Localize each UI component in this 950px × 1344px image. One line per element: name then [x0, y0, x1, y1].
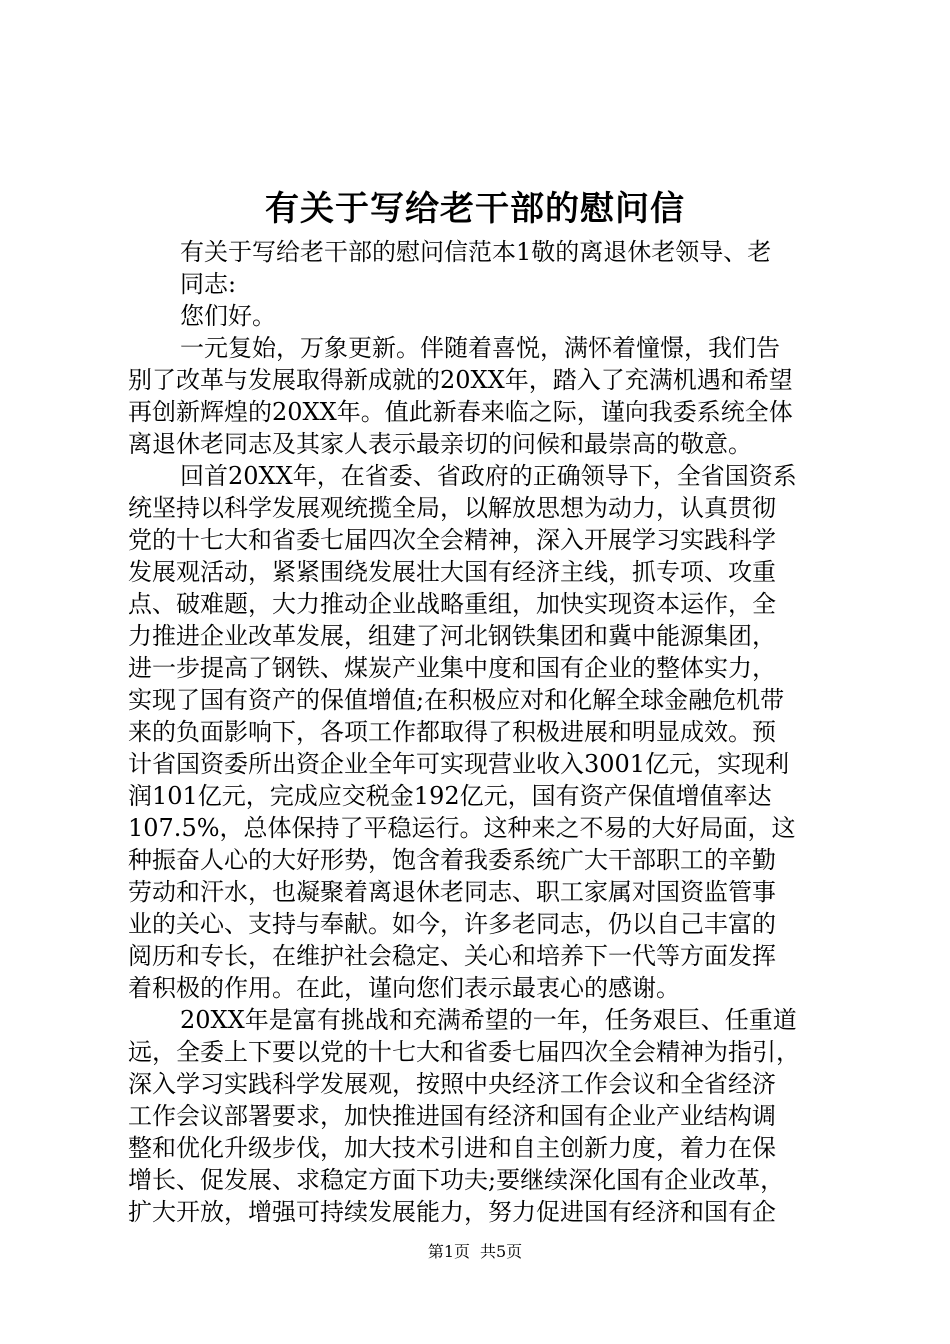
text-line: 阅历和专长，在维护社会稳定、关心和培养下一代等方面发挥 — [128, 942, 776, 970]
text-line: 劳动和汗水，也凝聚着离退休老同志、职工家属对国资监管事 — [128, 878, 776, 906]
text-line: 进一步提高了钢铁、煤炭产业集中度和国有企业的整体实力， — [128, 654, 776, 682]
text-line: 深入学习实践科学发展观，按照中央经济工作会议和全省经济 — [128, 1070, 776, 1098]
text-line: 发展观活动，紧紧围绕发展壮大国有经济主线，抓专项、攻重 — [128, 558, 776, 586]
text-line: 业的关心、支持与奉献。如今，许多老同志，仍以自己丰富的 — [128, 910, 776, 938]
text-line: 远，全委上下要以党的十七大和省委七届四次全会精神为指引， — [128, 1038, 800, 1066]
text-line: 离退休老同志及其家人表示最亲切的问候和最崇高的敬意。 — [128, 430, 752, 458]
document-body — [128, 236, 828, 1228]
text-line: 力推进企业改革发展，组建了河北钢铁集团和冀中能源集团， — [128, 622, 776, 650]
text-line: 20XX年是富有挑战和充满希望的一年，任务艰巨、任重道 — [180, 1006, 797, 1034]
text-line: 有关于写给老干部的慰问信范本1敬的离退休老领导、老 — [180, 238, 772, 266]
text-line: 点、破难题，大力推动企业战略重组，加快实现资本运作，全 — [128, 590, 776, 618]
text-line: 实现了国有资产的保值增值;在积极应对和化解全球金融危机带 — [128, 686, 785, 714]
text-line: 一元复始，万象更新。伴随着喜悦，满怀着憧憬，我们告 — [180, 334, 780, 362]
text-line: 统坚持以科学发展观统揽全局，以解放思想为动力，认真贯彻 — [128, 494, 776, 522]
text-line: 别了改革与发展取得新成就的20XX年，踏入了充满机遇和希望 — [128, 366, 793, 394]
text-line: 整和优化升级步伐，加大技术引进和自主创新力度，着力在保 — [128, 1134, 776, 1162]
text-line: 增长、促发展、求稳定方面下功夫;要继续深化国有企业改革， — [128, 1166, 785, 1194]
text-line: 种振奋人心的大好形势，饱含着我委系统广大干部职工的辛勤 — [128, 846, 776, 874]
text-line: 再创新辉煌的20XX年。值此新春来临之际，谨向我委系统全体 — [128, 398, 793, 426]
text-line: 107.5%，总体保持了平稳运行。这种来之不易的大好局面，这 — [128, 814, 796, 842]
text-line: 扩大开放，增强可持续发展能力，努力促进国有经济和国有企 — [128, 1198, 776, 1226]
text-line: 回首20XX年，在省委、省政府的正确领导下，全省国资系 — [180, 462, 797, 490]
page-total: 共5页 — [480, 1242, 523, 1261]
text-line: 着积极的作用。在此，谨向您们表示最衷心的感谢。 — [128, 974, 680, 1002]
text-line: 党的十七大和省委七届四次全会精神，深入开展学习实践科学 — [128, 526, 776, 554]
text-line: 工作会议部署要求，加快推进国有经济和国有企业产业结构调 — [128, 1102, 776, 1130]
text-line: 润101亿元，完成应交税金192亿元，国有资产保值增值率达 — [128, 782, 772, 810]
page-footer — [0, 1240, 950, 1264]
document-title: 有关于写给老干部的慰问信 — [265, 189, 685, 229]
text-line: 来的负面影响下，各项工作都取得了积极进展和明显成效。预 — [128, 718, 776, 746]
text-line: 计省国资委所出资企业全年可实现营业收入3001亿元，实现利 — [128, 750, 790, 778]
text-line: 您们好。 — [180, 302, 276, 330]
page-number: 第1页 — [427, 1242, 470, 1261]
text-line: 同志: — [180, 270, 237, 298]
